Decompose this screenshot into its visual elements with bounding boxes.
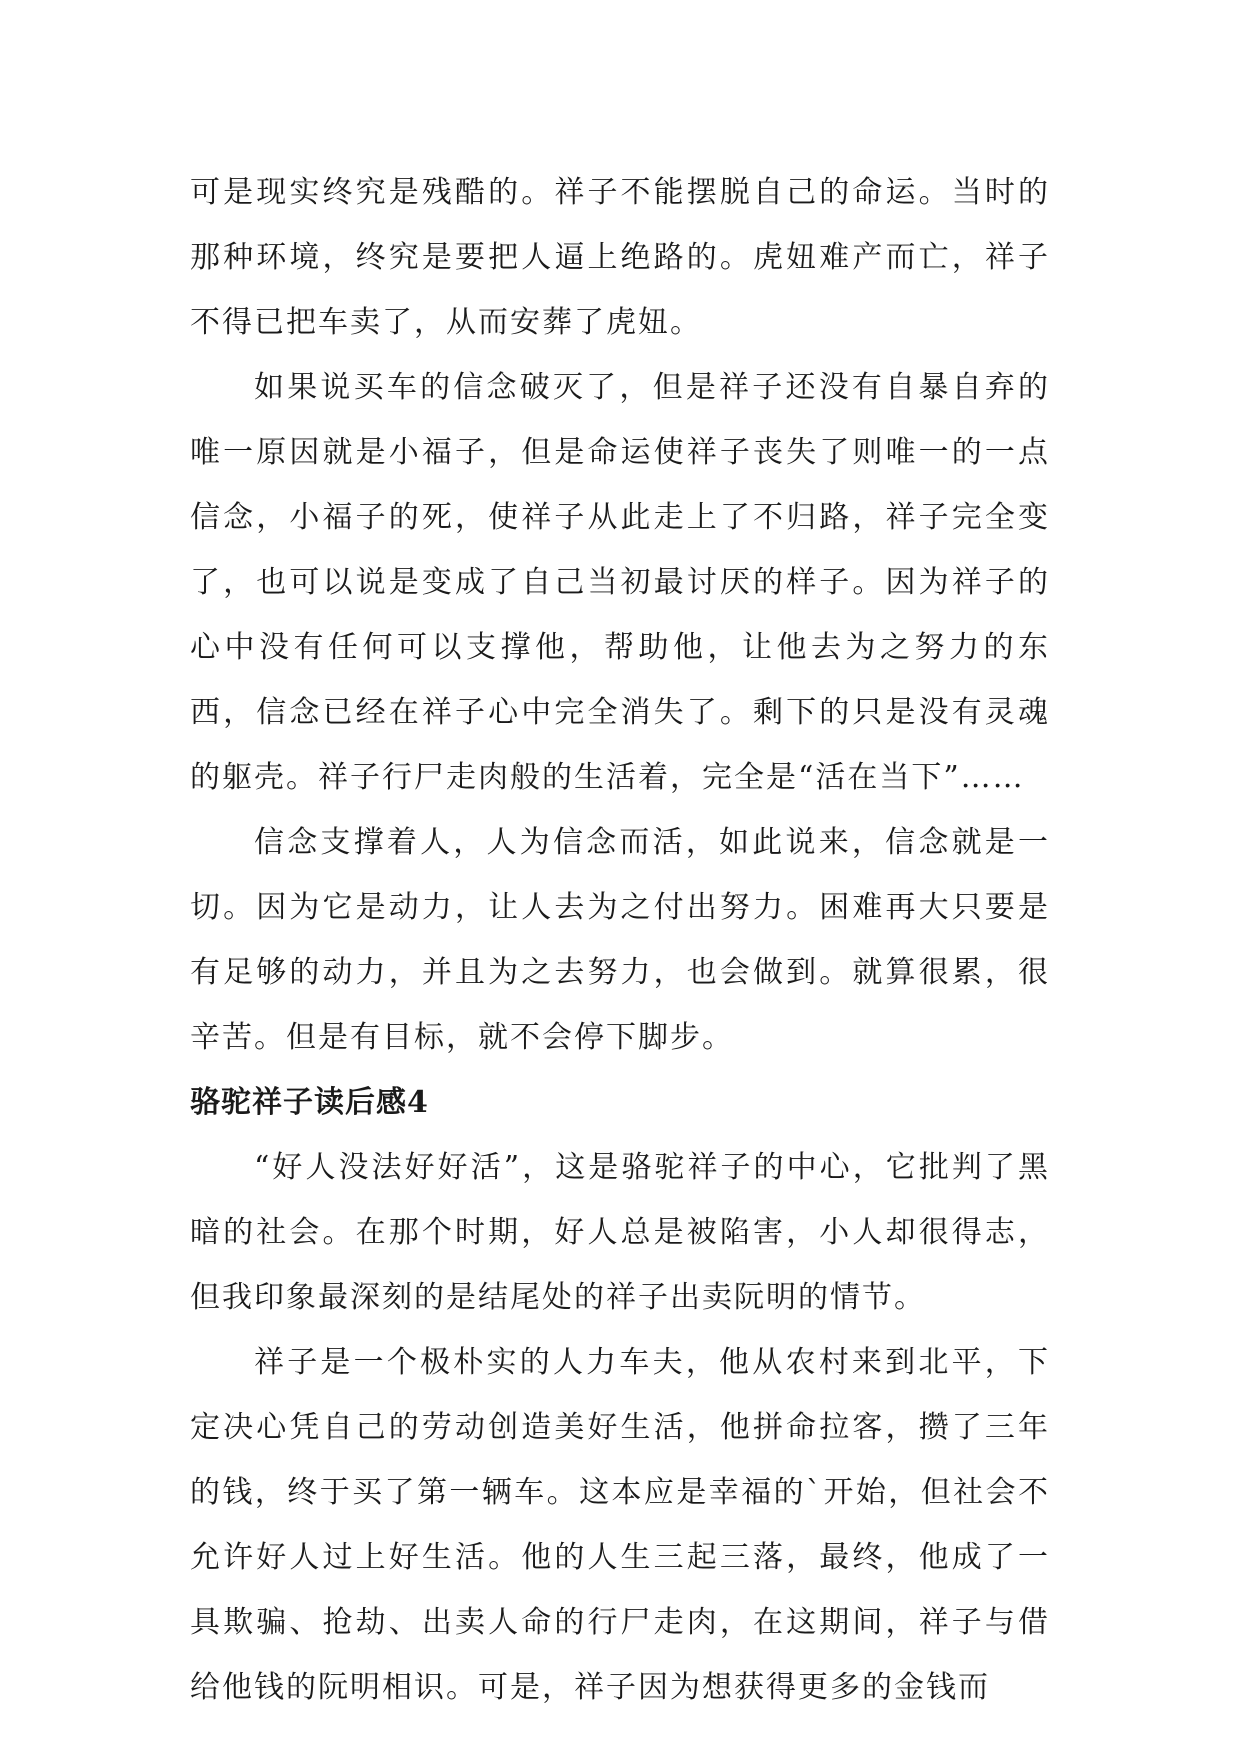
paragraph-4: “好人没法好好活”，这是骆驼祥子的中心，它批判了黑暗的社会。在那个时期，好人总是被陷害，小人却很得志，但我印象最深刻的是结尾处的祥子出卖阮明的情节。 (190, 1150, 1050, 1315)
paragraph-5: 祥子是一个极朴实的人力车夫，他从农村来到北平，下定决心凭自己的劳动创造美好生活，他拼命拉客，攒了三年的钱，终于买了第一辆车。这本应是幸福的`开始，但社会不允许好人过上好生活。他的人生三起三落，最终，他成了一具欺骗、抢劫、出卖人命的行尸走肉，在这期间，祥子与借给他钱的阮明相识。可是，祥子因为想获得更多的金钱而 (190, 1345, 1050, 1705)
paragraph-2: 如果说买车的信念破灭了，但是祥子还没有自暴自弃的唯一原因就是小福子，但是命运使祥子丧失了则唯一的一点信念，小福子的死，使祥子从此走上了不归路，祥子完全变了，也可以说是变成了自己当初最讨厌的样子。因为祥子的心中没有任何可以支撑他，帮助他，让他去为之努力的东西，信念已经在祥子心中完全消失了。剩下的只是没有灵魂的躯壳。祥子行尸走肉般的生活着，完全是“活在当下”…… (190, 370, 1050, 795)
paragraph-1: 可是现实终究是残酷的。祥子不能摆脱自己的命运。当时的那种环境，终究是要把人逼上绝路的。虎妞难产而亡，祥子不得已把车卖了，从而安葬了虎妞。 (190, 175, 1050, 340)
document-page (190, 160, 1050, 1720)
paragraph-3: 信念支撑着人，人为信念而活，如此说来，信念就是一切。因为它是动力，让人去为之付出努力。困难再大只要是有足够的动力，并且为之去努力，也会做到。就算很累，很辛苦。但是有目标，就不会停下脚步。 (190, 825, 1050, 1055)
section-heading: 骆驼祥子读后感4 (190, 1085, 429, 1120)
